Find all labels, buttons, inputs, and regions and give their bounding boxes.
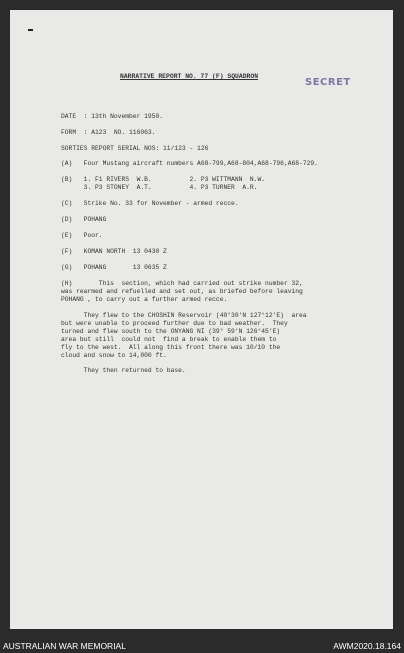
item-h-line1: (H) This section, which had carried out strike number 32, xyxy=(61,280,303,287)
item-d: (D) POHANG xyxy=(61,216,107,223)
item-e: (E) Poor. xyxy=(61,232,103,239)
item-a: (A) Four Mustang aircraft numbers A68-799,A68-804,A68-796,A68-729. xyxy=(61,160,318,167)
paragraph-2-line3: turned and flew south to the ONYANG NI (39° 59'N 126°45'E) xyxy=(61,328,281,335)
item-f: (F) KOMAN NORTH 13 0430 Z xyxy=(61,248,167,255)
item-c: (C) Strike No. 33 for November - armed recce. xyxy=(61,200,239,207)
report-title: NARRATIVE REPORT NO. 77 (F) SQUADRON xyxy=(120,73,259,80)
punch-mark xyxy=(28,29,33,31)
form-line: FORM : A123 NO. 116063. xyxy=(61,129,156,136)
item-b-line2: 3. P3 STONEY A.T. 4. P3 TURNER A.R. xyxy=(61,184,258,191)
footer-institution: AUSTRALIAN WAR MEMORIAL xyxy=(3,641,126,651)
paragraph-2-line5: fly to the west. All along this front there was 10/10 the xyxy=(61,344,281,351)
date-line: DATE : 13th November 1950. xyxy=(61,113,164,120)
item-h-line2: was rearmed and refuelled and set out, as briefed before leaving xyxy=(61,288,303,295)
paragraph-2-line2: but were unable to proceed further due to bad weather. They xyxy=(61,320,288,327)
footer-accession-number: AWM2020.18.164 xyxy=(333,641,401,651)
paragraph-3: They then returned to base. xyxy=(61,367,186,374)
paragraph-2-line6: cloud and snow to 14,000 ft. xyxy=(61,352,167,359)
paragraph-2-line1: They flew to the CHOSHIN Reservoir (40°30'N 127°12'E) area xyxy=(61,312,307,319)
secret-stamp: SECRET xyxy=(305,77,351,88)
sorties-line: SORTIES REPORT SERIAL NOS: 11/123 - 126 xyxy=(61,145,209,152)
item-g: (G) POHANG 13 0635 Z xyxy=(61,264,167,271)
item-h-line3: POHANG , to carry out a further armed recce. xyxy=(61,296,228,303)
paragraph-2-line4: area but still could not find a break to enable them to xyxy=(61,336,277,343)
item-b-line1: (B) 1. F1 RIVERS W.B. 2. P3 WITTMANN N.W. xyxy=(61,176,266,183)
